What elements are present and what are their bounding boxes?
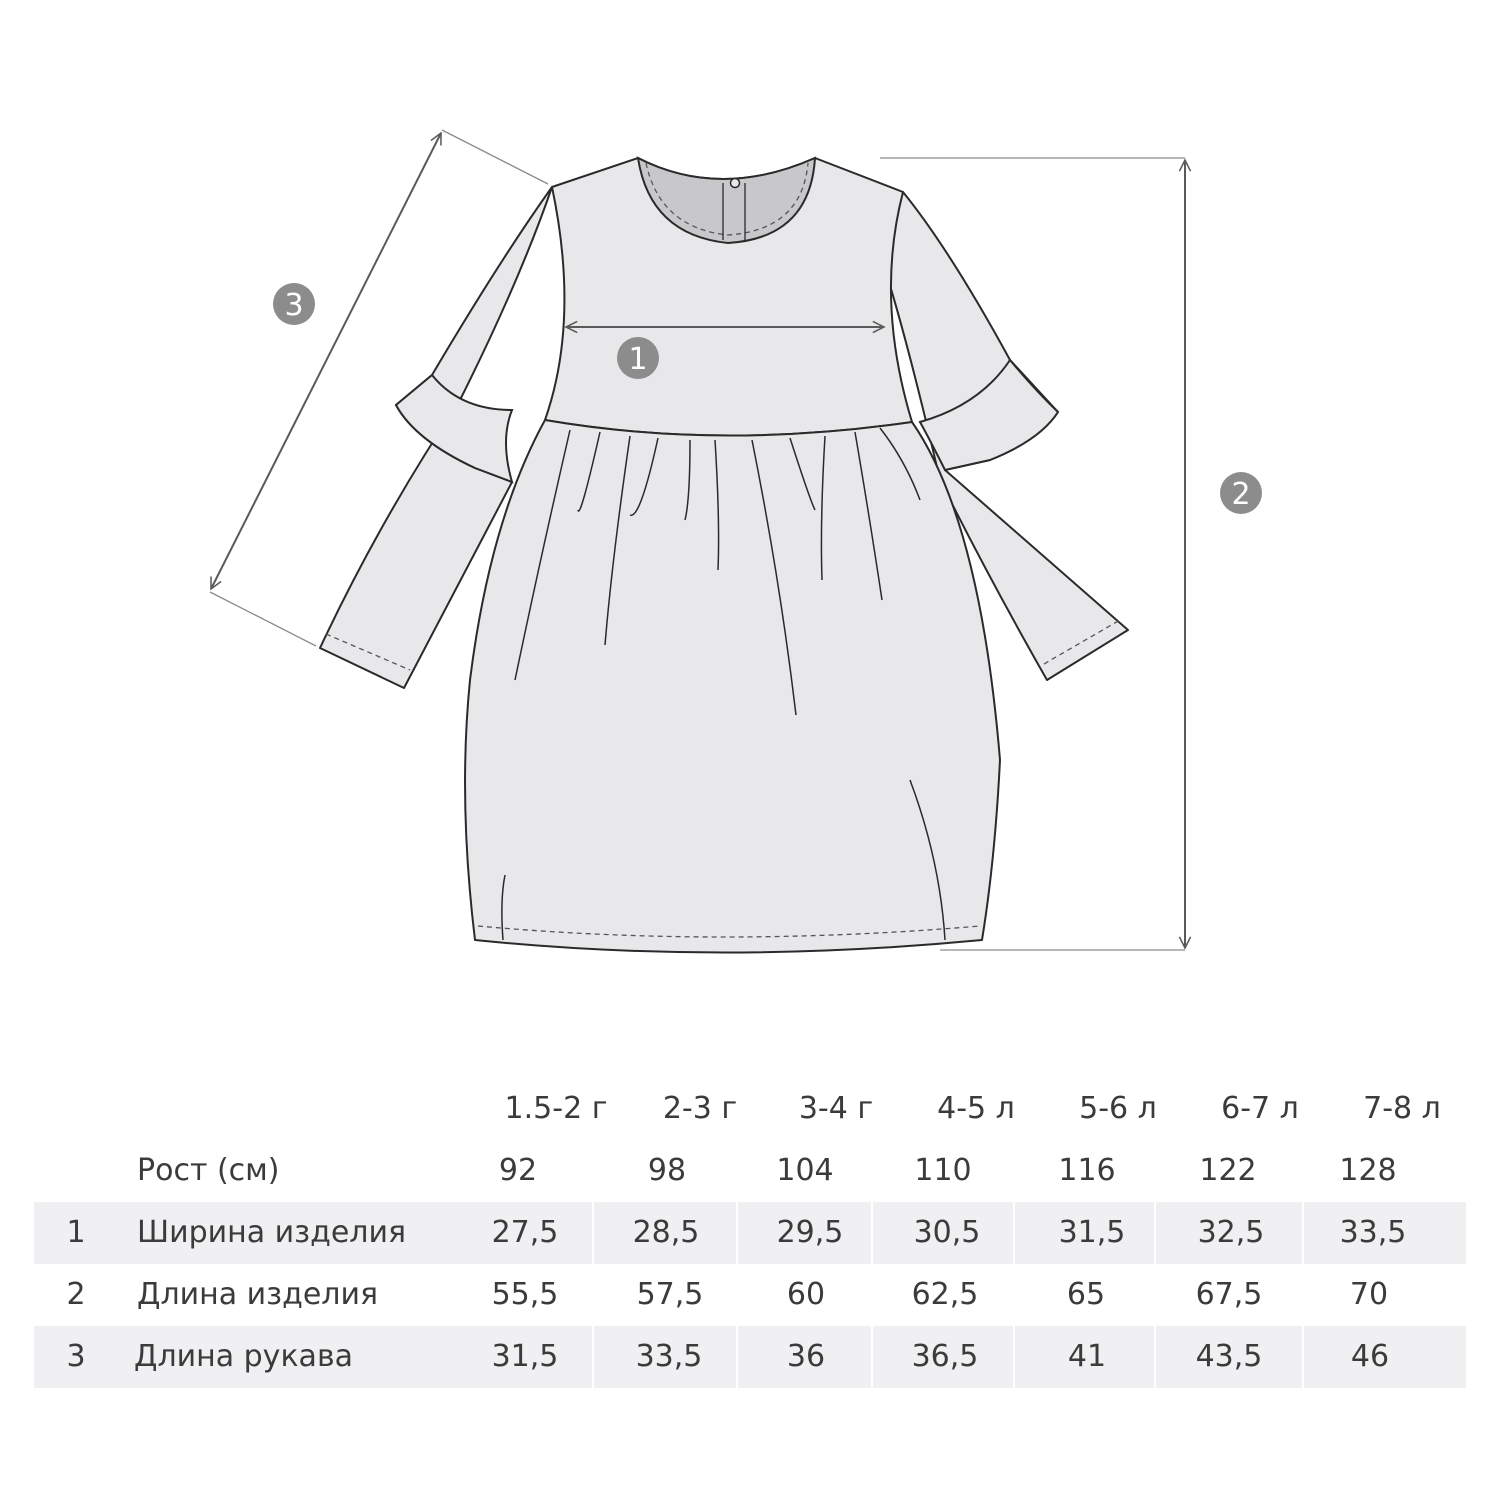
svg-text:2: 2 xyxy=(1231,477,1251,512)
table-cell: 98 xyxy=(647,1153,687,1188)
size-header: 1.5-2 г xyxy=(504,1091,608,1126)
badge-length xyxy=(1220,472,1262,514)
size-header: 2-3 г xyxy=(662,1091,738,1126)
svg-text:3: 3 xyxy=(284,288,304,323)
sleeve-guide-top xyxy=(442,130,548,184)
table-cell: 32,5 xyxy=(1197,1215,1265,1250)
size-header: 4-5 л xyxy=(937,1091,1015,1126)
row-label: Длина изделия xyxy=(137,1277,379,1312)
row-label: Рост (см) xyxy=(137,1153,280,1188)
table-row-length xyxy=(34,1264,1466,1326)
table-row-width xyxy=(34,1202,1466,1264)
table-cell: 46 xyxy=(1350,1339,1390,1374)
size-header: 5-6 л xyxy=(1079,1091,1157,1126)
table-cell: 27,5 xyxy=(491,1215,559,1250)
table-cell: 67,5 xyxy=(1195,1277,1263,1312)
size-header: 6-7 л xyxy=(1221,1091,1299,1126)
svg-text:1: 1 xyxy=(628,342,648,377)
size-table xyxy=(34,1078,1466,1388)
table-cell: 70 xyxy=(1349,1277,1389,1312)
table-cell: 116 xyxy=(1058,1153,1116,1188)
table-cell: 29,5 xyxy=(776,1215,844,1250)
row-number: 3 xyxy=(66,1339,86,1374)
row-number: 2 xyxy=(66,1277,86,1312)
table-cell: 65 xyxy=(1066,1277,1106,1312)
table-cell: 36 xyxy=(786,1339,826,1374)
size-header: 3-4 г xyxy=(798,1091,874,1126)
table-cell: 62,5 xyxy=(911,1277,979,1312)
table-cell: 31,5 xyxy=(1058,1215,1126,1250)
table-cell: 55,5 xyxy=(491,1277,559,1312)
table-cell: 33,5 xyxy=(635,1339,703,1374)
size-header: 7-8 л xyxy=(1363,1091,1441,1126)
table-cell: 122 xyxy=(1199,1153,1257,1188)
row-number: 1 xyxy=(66,1215,86,1250)
row-label: Длина рукава xyxy=(134,1339,354,1374)
table-cell: 33,5 xyxy=(1339,1215,1407,1250)
table-header-row xyxy=(34,1078,1466,1140)
table-row-height xyxy=(34,1140,1466,1202)
table-cell: 104 xyxy=(776,1153,834,1188)
badge-width xyxy=(617,337,659,379)
table-cell: 60 xyxy=(786,1277,826,1312)
table-cell: 28,5 xyxy=(632,1215,700,1250)
table-row-sleeve xyxy=(34,1326,1466,1388)
sleeve-guide-bottom xyxy=(210,592,316,646)
table-cell: 36,5 xyxy=(911,1339,979,1374)
table-cell: 41 xyxy=(1067,1339,1107,1374)
table-cell: 30,5 xyxy=(913,1215,981,1250)
table-cell: 43,5 xyxy=(1195,1339,1263,1374)
table-cell: 57,5 xyxy=(636,1277,704,1312)
table-cell: 128 xyxy=(1339,1153,1397,1188)
row-label: Ширина изделия xyxy=(137,1215,407,1250)
back-button xyxy=(731,179,740,188)
table-cell: 92 xyxy=(498,1153,538,1188)
table-cell: 31,5 xyxy=(491,1339,559,1374)
table-cell: 110 xyxy=(914,1153,972,1188)
badge-sleeve xyxy=(273,283,315,325)
